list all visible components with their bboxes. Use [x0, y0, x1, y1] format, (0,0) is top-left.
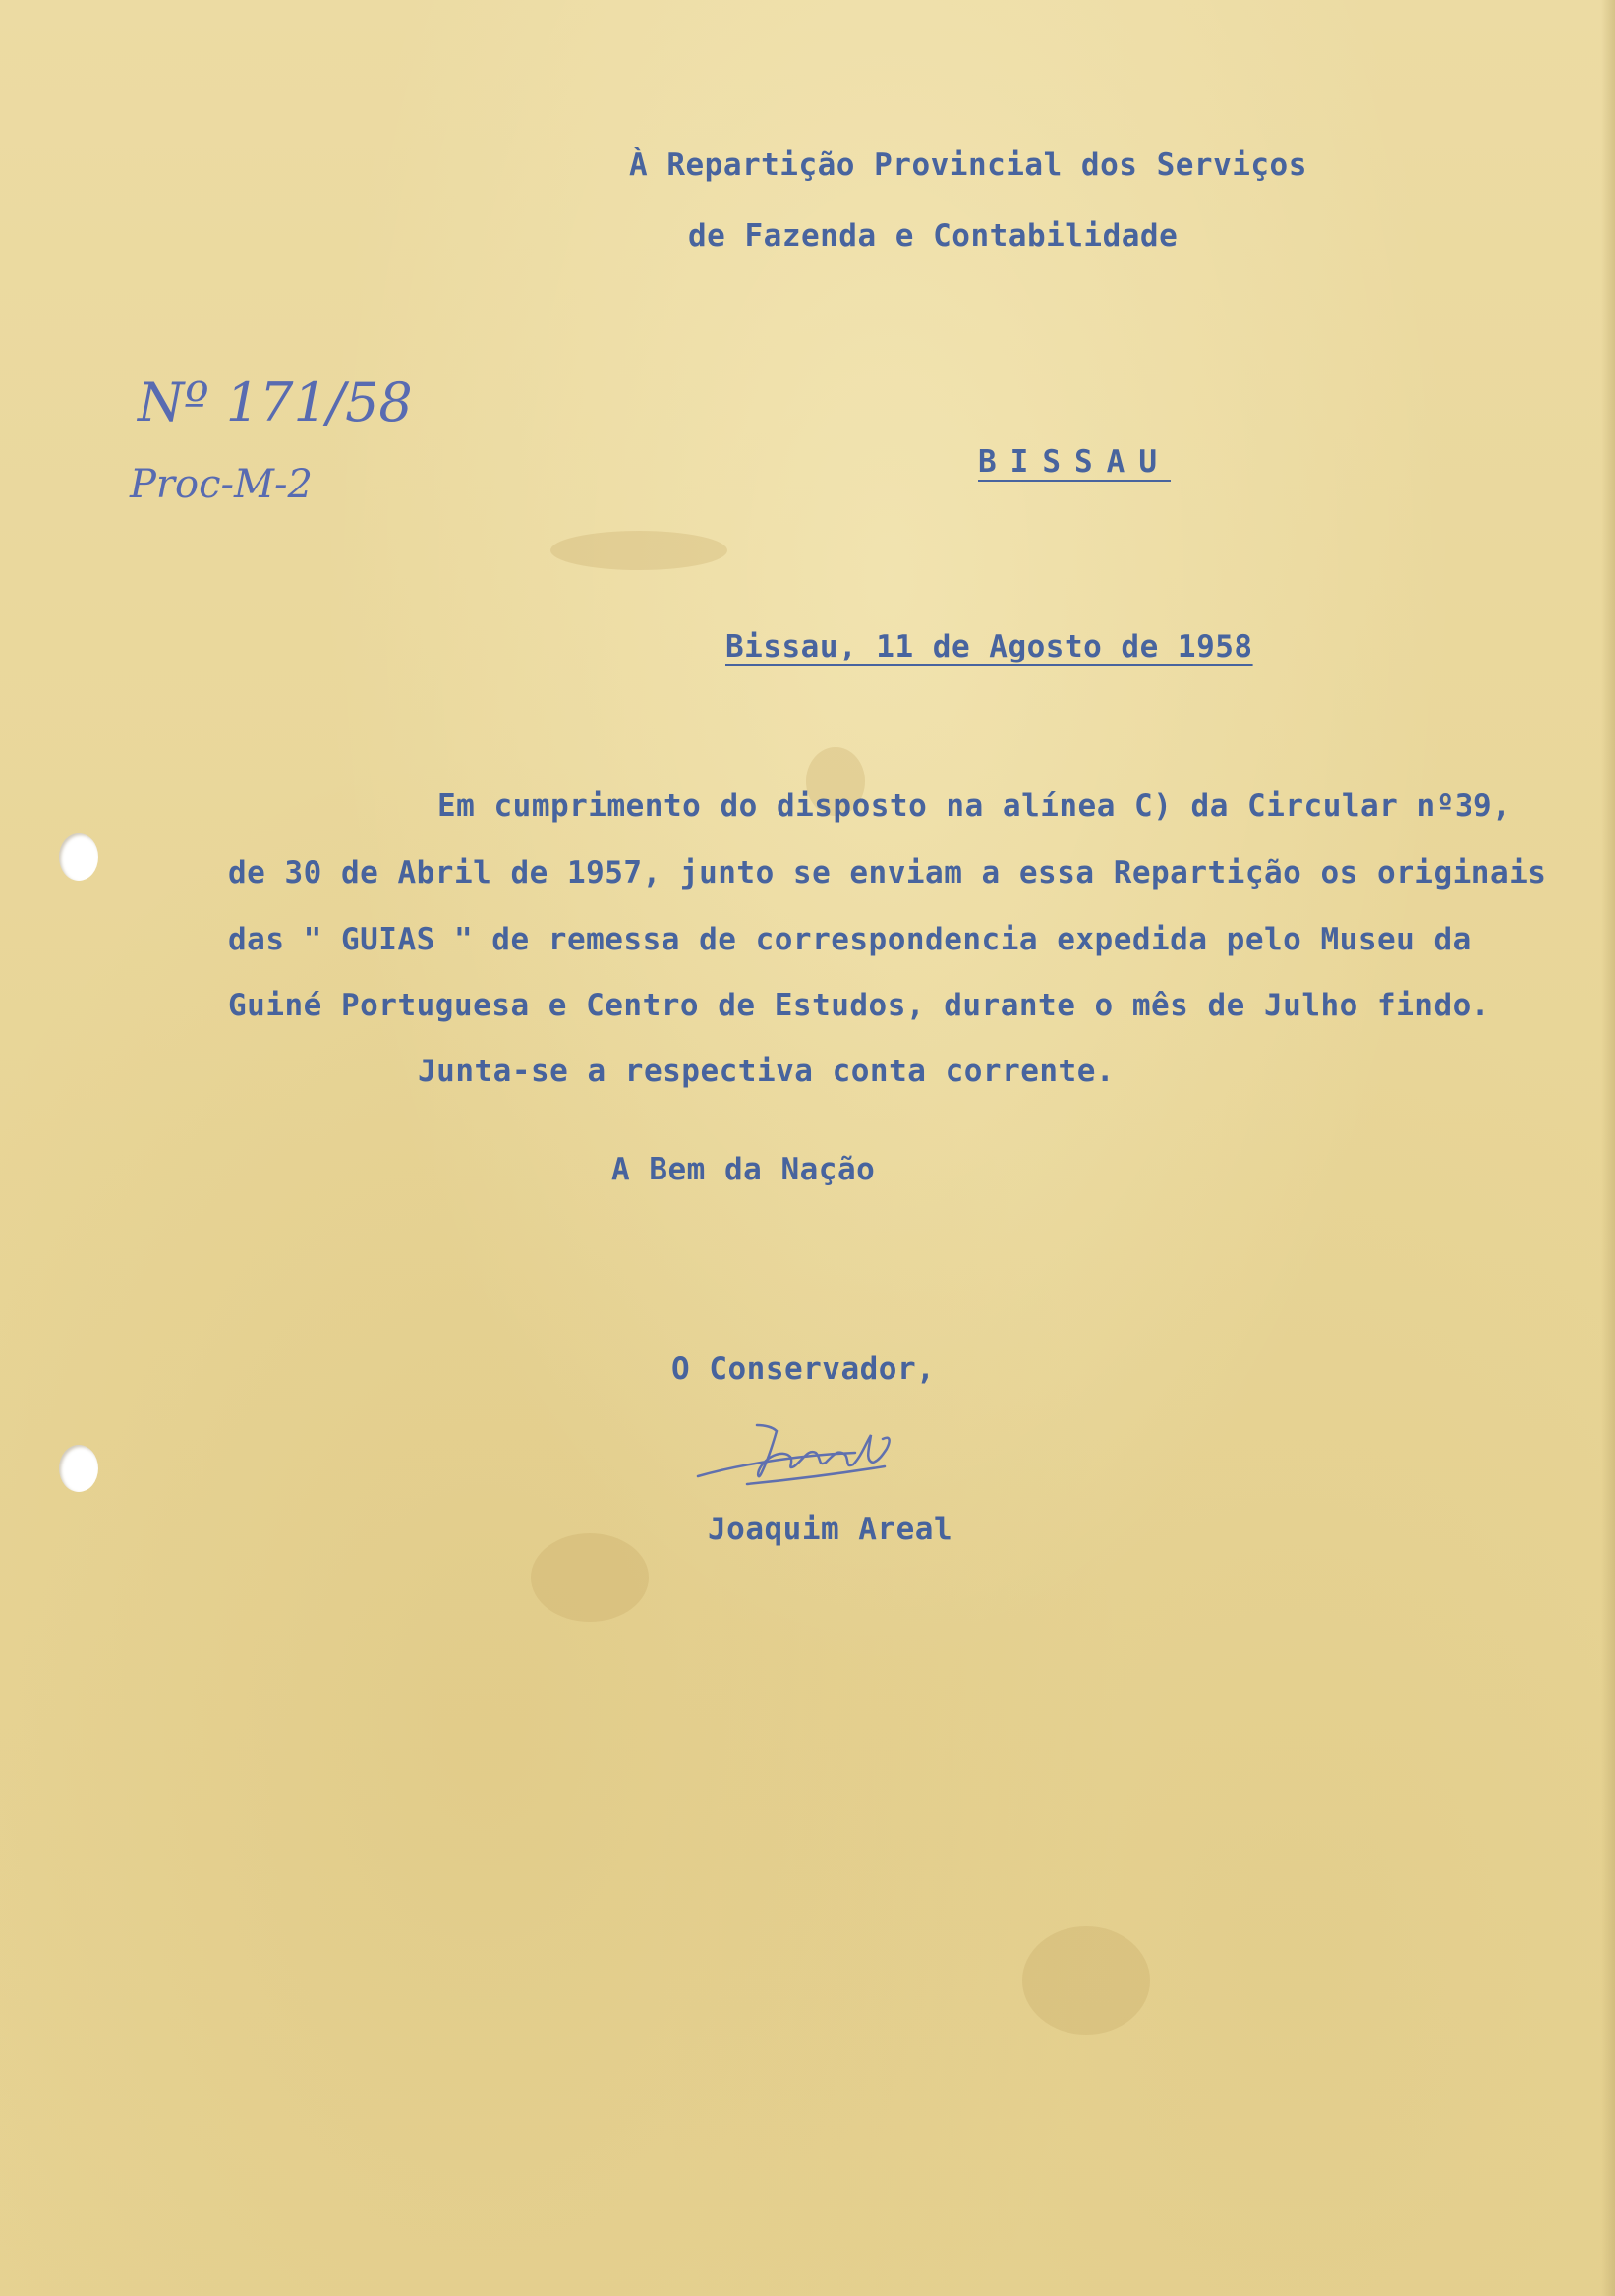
handwritten-signature	[688, 1406, 1003, 1504]
body-line-5: Junta-se a respectiva conta corrente.	[418, 1054, 1116, 1089]
body-line-2: de 30 de Abril de 1957, junto se enviam a essa Repartição os originais	[228, 855, 1547, 890]
punch-hole-upper	[59, 833, 98, 881]
body-line-4: Guiné Portuguesa e Centro de Estudos, durante o mês de Julho findo.	[228, 988, 1490, 1023]
paper-stain	[1022, 1926, 1150, 2035]
signatory-title: O Conservador,	[671, 1351, 936, 1387]
recipient-line-1: À Repartição Provincial dos Serviços	[629, 147, 1307, 183]
closing-salutation: A Bem da Nação	[611, 1152, 876, 1187]
body-line-1: Em cumprimento do disposto na alínea C) da Circular nº39,	[437, 788, 1512, 824]
handwritten-reference-number: Nº 171/58	[138, 372, 413, 433]
paper-edge-shadow	[1601, 0, 1615, 2296]
body-line-3: das " GUIAS " de remessa de correspondencia expedida pelo Museu da	[228, 922, 1471, 957]
punch-hole-lower	[59, 1445, 98, 1492]
date-line: Bissau, 11 de Agosto de 1958	[725, 629, 1253, 664]
signatory-name: Joaquim Areal	[708, 1512, 953, 1547]
paper-stain	[531, 1533, 649, 1622]
recipient-line-2: de Fazenda e Contabilidade	[688, 218, 1179, 254]
handwritten-process-note: Proc-M-2	[130, 462, 313, 507]
city-heading: BISSAU	[978, 444, 1171, 480]
paper-stain	[550, 531, 727, 570]
